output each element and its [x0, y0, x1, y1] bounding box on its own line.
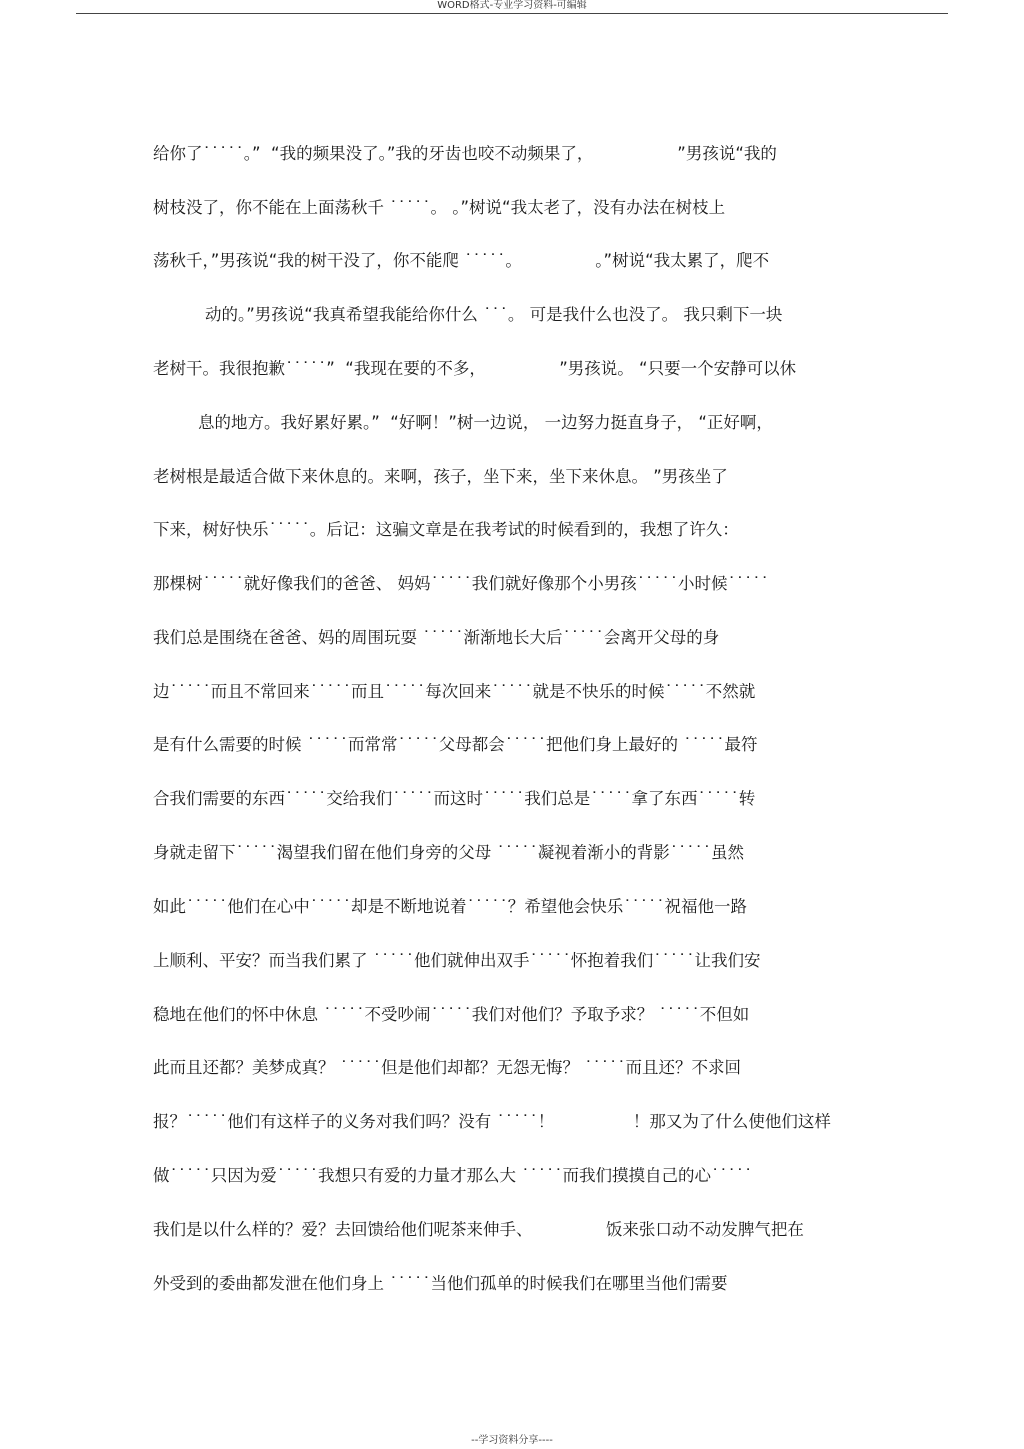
text-line: 那棵树˙˙˙˙˙就好像我们的爸爸、 妈妈˙˙˙˙˙我们就好像那个小男孩˙˙˙˙˙小时候˙˙˙˙˙: [153, 574, 769, 593]
text-line: 做˙˙˙˙˙只因为爱˙˙˙˙˙我想只有爱的力量才那么大 ˙˙˙˙˙而我们摸摸自己的心˙˙˙˙˙: [153, 1166, 753, 1185]
text-line: 合我们需要的东西˙˙˙˙˙交给我们˙˙˙˙˙而这时˙˙˙˙˙我们总是˙˙˙˙˙拿了东西˙˙˙˙˙转: [153, 789, 756, 808]
text-line: 我们是以什么样的？爱？去回馈给他们呢茶来伸手、 饭来张口动不动发脾气把在: [153, 1220, 804, 1239]
text-line: 报？˙˙˙˙˙他们有这样子的义务对我们吗？没有 ˙˙˙˙˙！ ！那又为了什么使他们这样: [153, 1112, 831, 1131]
text-line: 外受到的委曲都发泄在他们身上 ˙˙˙˙˙当他们孤单的时候我们在哪里当他们需要: [153, 1274, 728, 1293]
text-line: 如此˙˙˙˙˙他们在心中˙˙˙˙˙却是不断地说着˙˙˙˙˙？希望他会快乐˙˙˙˙˙祝福他一路: [153, 897, 747, 916]
text-line: 给你了˙˙˙˙˙。” “我的频果没了。”我的牙齿也咬不动频果了， ”男孩说“我的: [153, 144, 777, 163]
text-line: 此而且还都？美梦成真？ ˙˙˙˙˙但是他们却都？无怨无悔？ ˙˙˙˙˙而且还？不求回: [153, 1058, 741, 1077]
text-line: 上顺利、平安？而当我们累了 ˙˙˙˙˙他们就伸出双手˙˙˙˙˙怀抱着我们˙˙˙˙˙让我们安: [153, 951, 761, 970]
text-line: 荡秋千，”男孩说“我的树干没了，你不能爬 ˙˙˙˙˙。 。”树说“我太累了，爬不: [153, 251, 770, 270]
text-line: 息的地方。我好累好累。” “好啊！”树一边说， 一边努力挺直身子， “正好啊，: [198, 413, 773, 432]
text-line: 老树根是最适合做下来休息的。来啊，孩子，坐下来，坐下来休息。 ”男孩坐了: [153, 467, 728, 486]
text-line: 下来，树好快乐˙˙˙˙˙。后记：这骗文章是在我考试的时候看到的，我想了许久：: [153, 520, 739, 539]
text-line: 稳地在他们的怀中休息 ˙˙˙˙˙不受吵闹˙˙˙˙˙我们对他们？予取予求？ ˙˙˙˙˙不但如: [153, 1005, 750, 1024]
header-divider: [76, 13, 948, 14]
text-line: 边˙˙˙˙˙而且不常回来˙˙˙˙˙而且˙˙˙˙˙每次回来˙˙˙˙˙就是不快乐的时候˙˙˙˙˙不然就: [153, 682, 756, 701]
page-footer: --学习资料分享----: [471, 1435, 553, 1446]
text-line: 我们总是围绕在爸爸、妈的周围玩耍 ˙˙˙˙˙渐渐地长大后˙˙˙˙˙会离开父母的身: [153, 628, 720, 647]
text-line: 动的。”男孩说“我真希望我能给你什么 ˙˙˙。 可是我什么也没了。 我只剩下一块: [205, 305, 783, 324]
text-line: 树枝没了，你不能在上面荡秋千 ˙˙˙˙˙。 。”树说“我太老了，没有办法在树枝上: [153, 198, 726, 217]
text-line: 身就走留下˙˙˙˙˙渴望我们留在他们身旁的父母 ˙˙˙˙˙凝视着渐小的背影˙˙˙˙˙虽然: [153, 843, 744, 862]
text-line: 老树干。我很抱歉˙˙˙˙˙” “我现在要的不多， ”男孩说。 “只要一个安静可以休: [153, 359, 797, 378]
page-header: WORD格式-专业学习资料-可编辑: [437, 0, 587, 11]
text-line: 是有什么需要的时候 ˙˙˙˙˙而常常˙˙˙˙˙父母都会˙˙˙˙˙把他们身上最好的 ˙˙˙˙˙最符: [153, 735, 758, 754]
